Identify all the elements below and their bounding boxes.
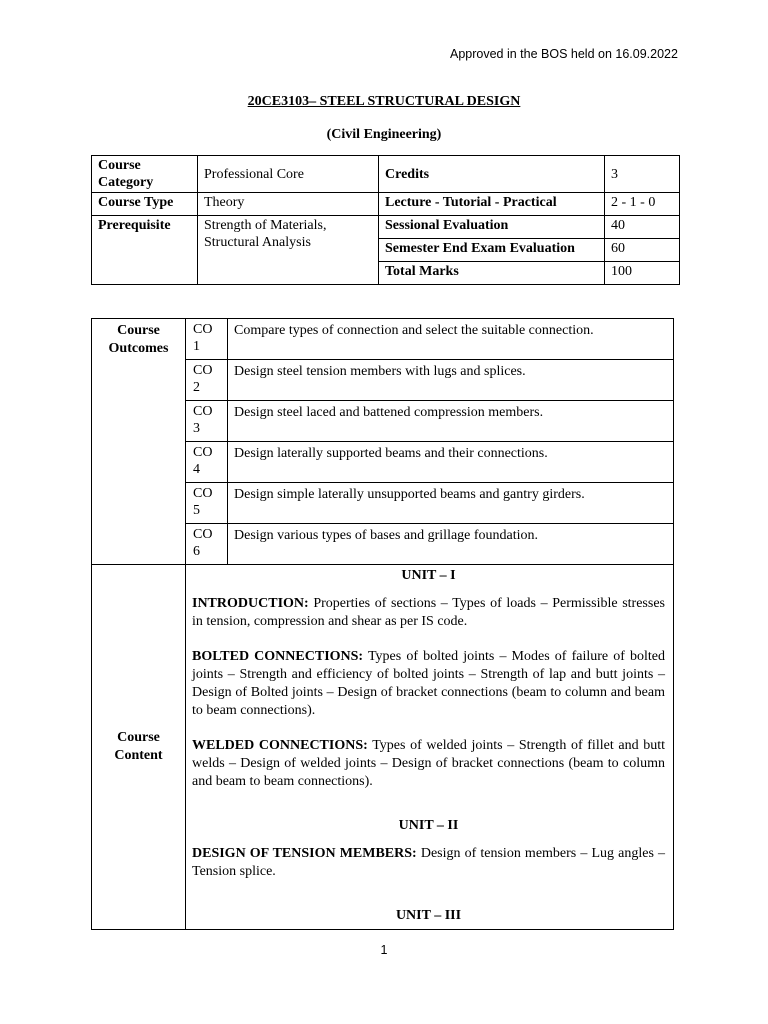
ltp-value: 2 - 1 - 0: [605, 193, 680, 216]
co-code: CO 5: [186, 483, 228, 524]
course-category-value: Professional Core: [198, 156, 379, 193]
intro-heading: INTRODUCTION:: [192, 596, 309, 611]
co-code: CO 6: [186, 524, 228, 565]
intro-paragraph: [192, 595, 665, 631]
unit-heading: UNIT – II: [398, 818, 459, 833]
approval-note: Approved in the BOS held on 16.09.2022: [450, 47, 678, 61]
course-type-label: Course Type: [92, 193, 198, 216]
welded-paragraph: [192, 737, 665, 791]
prerequisite-value: Strength of Materials, Structural Analysis: [198, 216, 379, 285]
bolted-paragraph: [192, 648, 665, 720]
intro-text: Properties of sections – Types of loads – Permissible stresses in tension, compression and shear as per IS code.: [192, 596, 665, 629]
unit-heading: UNIT – III: [395, 908, 462, 923]
welded-heading: WELDED CONNECTIONS:: [192, 738, 368, 753]
bolted-text: Types of bolted joints – Modes of failure of bolted joints – Strength and efficiency of bolted joints – Strength of lap and butt joints – Design of Bolted joints – Design of bracket connections (beam to column and beam to beam connections).: [192, 649, 665, 718]
course-type-value: Theory: [198, 193, 379, 216]
course-title: 20CE3103– STEEL STRUCTURAL DESIGN: [247, 94, 521, 109]
prerequisite-label: Prerequisite: [92, 216, 198, 285]
course-content-label: Course Content: [92, 565, 186, 930]
tension-heading: DESIGN OF TENSION MEMBERS:: [192, 846, 417, 861]
total-marks-label: Total Marks: [379, 262, 605, 285]
co-description: Design steel laced and battened compression members.: [228, 401, 674, 442]
co-code: CO 3: [186, 401, 228, 442]
semester-end-value: 60: [605, 239, 680, 262]
co-code: CO 2: [186, 360, 228, 401]
course-outcomes-label: Course Outcomes: [92, 319, 186, 565]
co-code: CO 4: [186, 442, 228, 483]
course-info-table: [91, 155, 680, 285]
co-description: Design various types of bases and grillage foundation.: [228, 524, 674, 565]
co-description: Design laterally supported beams and their connections.: [228, 442, 674, 483]
course-content: [186, 565, 674, 930]
course-category-label: Course Category: [92, 156, 198, 193]
course-subtitle: (Civil Engineering): [326, 127, 442, 142]
credits-label: Credits: [379, 156, 605, 193]
bolted-heading: BOLTED CONNECTIONS:: [192, 649, 364, 664]
sessional-value: 40: [605, 216, 680, 239]
ltp-label: Lecture - Tutorial - Practical: [379, 193, 605, 216]
co-description: Design steel tension members with lugs and splices.: [228, 360, 674, 401]
tension-text: Design of tension members – Lug angles – Tension splice.: [192, 846, 666, 879]
co-code: CO 1: [186, 319, 228, 360]
total-marks-value: 100: [605, 262, 680, 285]
co-description: Compare types of connection and select the suitable connection.: [228, 319, 674, 360]
tension-paragraph: [192, 845, 665, 881]
credits-value: 3: [605, 156, 680, 193]
co-description: Design simple laterally unsupported beams and gantry girders.: [228, 483, 674, 524]
sessional-label: Sessional Evaluation: [379, 216, 605, 239]
semester-end-label: Semester End Exam Evaluation: [379, 239, 605, 262]
course-outcomes-table: [91, 318, 674, 930]
unit-heading: UNIT – I: [401, 568, 456, 583]
page-number: 1: [380, 943, 388, 957]
welded-text: Types of welded joints – Strength of fillet and butt welds – Design of welded joints – Design of bracket connections (beam to column and beam to beam connections).: [192, 738, 665, 789]
